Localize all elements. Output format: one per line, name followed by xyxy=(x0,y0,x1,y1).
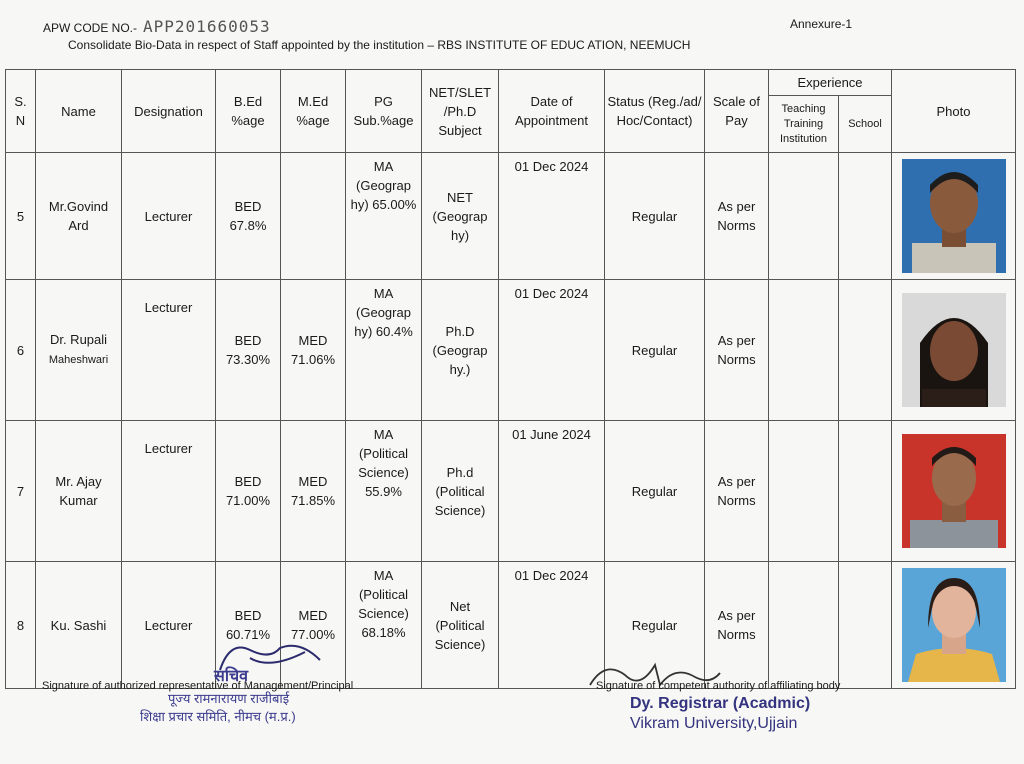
cell-name: Mr.Govind Ard xyxy=(36,153,122,280)
cell-net: Ph.D (Geograp hy.) xyxy=(422,280,499,421)
stamp-title: सचिव xyxy=(214,668,249,685)
stamp-university: Vikram University,Ujjain xyxy=(630,715,798,732)
stamp-registrar xyxy=(630,694,810,714)
cell-designation: Lecturer xyxy=(122,562,216,689)
col-med: M.Ed %age xyxy=(281,70,346,153)
staff-photo xyxy=(902,293,1006,407)
cell-bed: BED 60.71% xyxy=(216,562,281,689)
photo-shirt xyxy=(912,243,996,273)
cell-designation: Lecturer xyxy=(122,421,216,562)
cell-doa: 01 June 2024 xyxy=(499,421,605,562)
cell-sn: 8 xyxy=(6,562,36,689)
cell-med xyxy=(281,153,346,280)
col-doa: Date of Appointment xyxy=(499,70,605,153)
apw-code-line xyxy=(43,17,271,36)
cell-scale: As per Norms xyxy=(705,421,769,562)
col-name: Name xyxy=(36,70,122,153)
name-text: Dr. Rupali xyxy=(49,332,108,347)
cell-pg: MA (Political Science) 55.9% xyxy=(346,421,422,562)
cell-status: Regular xyxy=(605,421,705,562)
cell-scale: As per Norms xyxy=(705,153,769,280)
cell-teaching xyxy=(769,153,839,280)
col-photo: Photo xyxy=(892,70,1016,153)
cell-pg: MA (Geograp hy) 60.4% xyxy=(346,280,422,421)
cell-net: NET (Geograp hy) xyxy=(422,153,499,280)
photo-face xyxy=(930,321,978,381)
table-row xyxy=(6,280,1016,421)
cell-sn: 7 xyxy=(6,421,36,562)
cell-med: MED 71.06% xyxy=(281,280,346,421)
cell-name: Mr. Ajay Kumar xyxy=(36,421,122,562)
cell-bed: BED 71.00% xyxy=(216,421,281,562)
cell-designation: Lecturer xyxy=(122,153,216,280)
col-experience: Experience xyxy=(769,70,892,96)
cell-name: Ku. Sashi xyxy=(36,562,122,689)
cell-status: Regular xyxy=(605,280,705,421)
cell-sn: 6 xyxy=(6,280,36,421)
col-designation: Designation xyxy=(122,70,216,153)
cell-photo xyxy=(892,421,1016,562)
table-row xyxy=(6,562,1016,689)
col-bed: B.Ed %age xyxy=(216,70,281,153)
col-school: School xyxy=(839,96,892,153)
cell-teaching xyxy=(769,562,839,689)
cell-doa: 01 Dec 2024 xyxy=(499,153,605,280)
cell-school xyxy=(839,153,892,280)
cell-photo xyxy=(892,280,1016,421)
stamp-line-2: शिक्षा प्रचार समिति, नीमच (म.प्र.) xyxy=(140,709,296,724)
col-teaching: Teaching Training Institution xyxy=(769,96,839,153)
cell-net: Ph.d (Political Science) xyxy=(422,421,499,562)
apw-code-value: APP201660053 xyxy=(143,17,271,36)
cell-med: MED 77.00% xyxy=(281,562,346,689)
cell-med: MED 71.85% xyxy=(281,421,346,562)
col-status: Status (Reg./ad/ Hoc/Contact) xyxy=(605,70,705,153)
cell-net: Net (Political Science) xyxy=(422,562,499,689)
stamp-line-1: पूज्य रामनारायण राजीबाई xyxy=(168,691,290,706)
col-pg: PG Sub.%age xyxy=(346,70,422,153)
right-signature-caption: Signature of competent authority of affiliating body xyxy=(596,680,841,692)
document-title: Consolidate Bio-Data in respect of Staff appointed by the institution – RBS INSTITUTE OF EDUC ATION, NEEMUCH xyxy=(68,38,691,52)
photo-shirt xyxy=(910,520,998,548)
stamp-registrar-text: Dy. Registrar (Acadmic) xyxy=(630,695,811,712)
name-text-2: Maheshwari xyxy=(48,354,109,366)
cell-status: Regular xyxy=(605,153,705,280)
left-signature-caption: Signature of authorized representative of Management/Principal xyxy=(42,680,354,692)
cell-school xyxy=(839,280,892,421)
cell-doa: 01 Dec 2024 xyxy=(499,562,605,689)
cell-photo xyxy=(892,153,1016,280)
cell-pg: MA (Geograp hy) 65.00% xyxy=(346,153,422,280)
cell-status: Regular xyxy=(605,562,705,689)
cell-scale: As per Norms xyxy=(705,280,769,421)
col-sn: S. N xyxy=(6,70,36,153)
table-row xyxy=(6,421,1016,562)
annexure-label: Annexure-1 xyxy=(790,17,853,31)
cell-sn: 5 xyxy=(6,153,36,280)
table-row xyxy=(6,153,1016,280)
cell-teaching xyxy=(769,280,839,421)
cell-photo xyxy=(892,562,1016,689)
apw-code-label: APW CODE NO.- xyxy=(43,21,138,35)
cell-name xyxy=(36,280,122,421)
cell-teaching xyxy=(769,421,839,562)
staff-table xyxy=(5,69,1016,689)
staff-photo xyxy=(902,159,1006,273)
university-stamp xyxy=(630,694,810,734)
cell-designation: Lecturer xyxy=(122,280,216,421)
col-net: NET/SLET /Ph.D Subject xyxy=(422,70,499,153)
cell-school xyxy=(839,421,892,562)
cell-doa: 01 Dec 2024 xyxy=(499,280,605,421)
cell-school xyxy=(839,562,892,689)
staff-photo xyxy=(902,568,1006,682)
cell-scale: As per Norms xyxy=(705,562,769,689)
cell-bed: BED 67.8% xyxy=(216,153,281,280)
photo-face xyxy=(932,586,976,638)
staff-photo xyxy=(902,434,1006,548)
cell-pg: MA (Political Science) 68.18% xyxy=(346,562,422,689)
cell-bed: BED 73.30% xyxy=(216,280,281,421)
photo-shirt xyxy=(922,389,986,407)
col-scale: Scale of Pay xyxy=(705,70,769,153)
